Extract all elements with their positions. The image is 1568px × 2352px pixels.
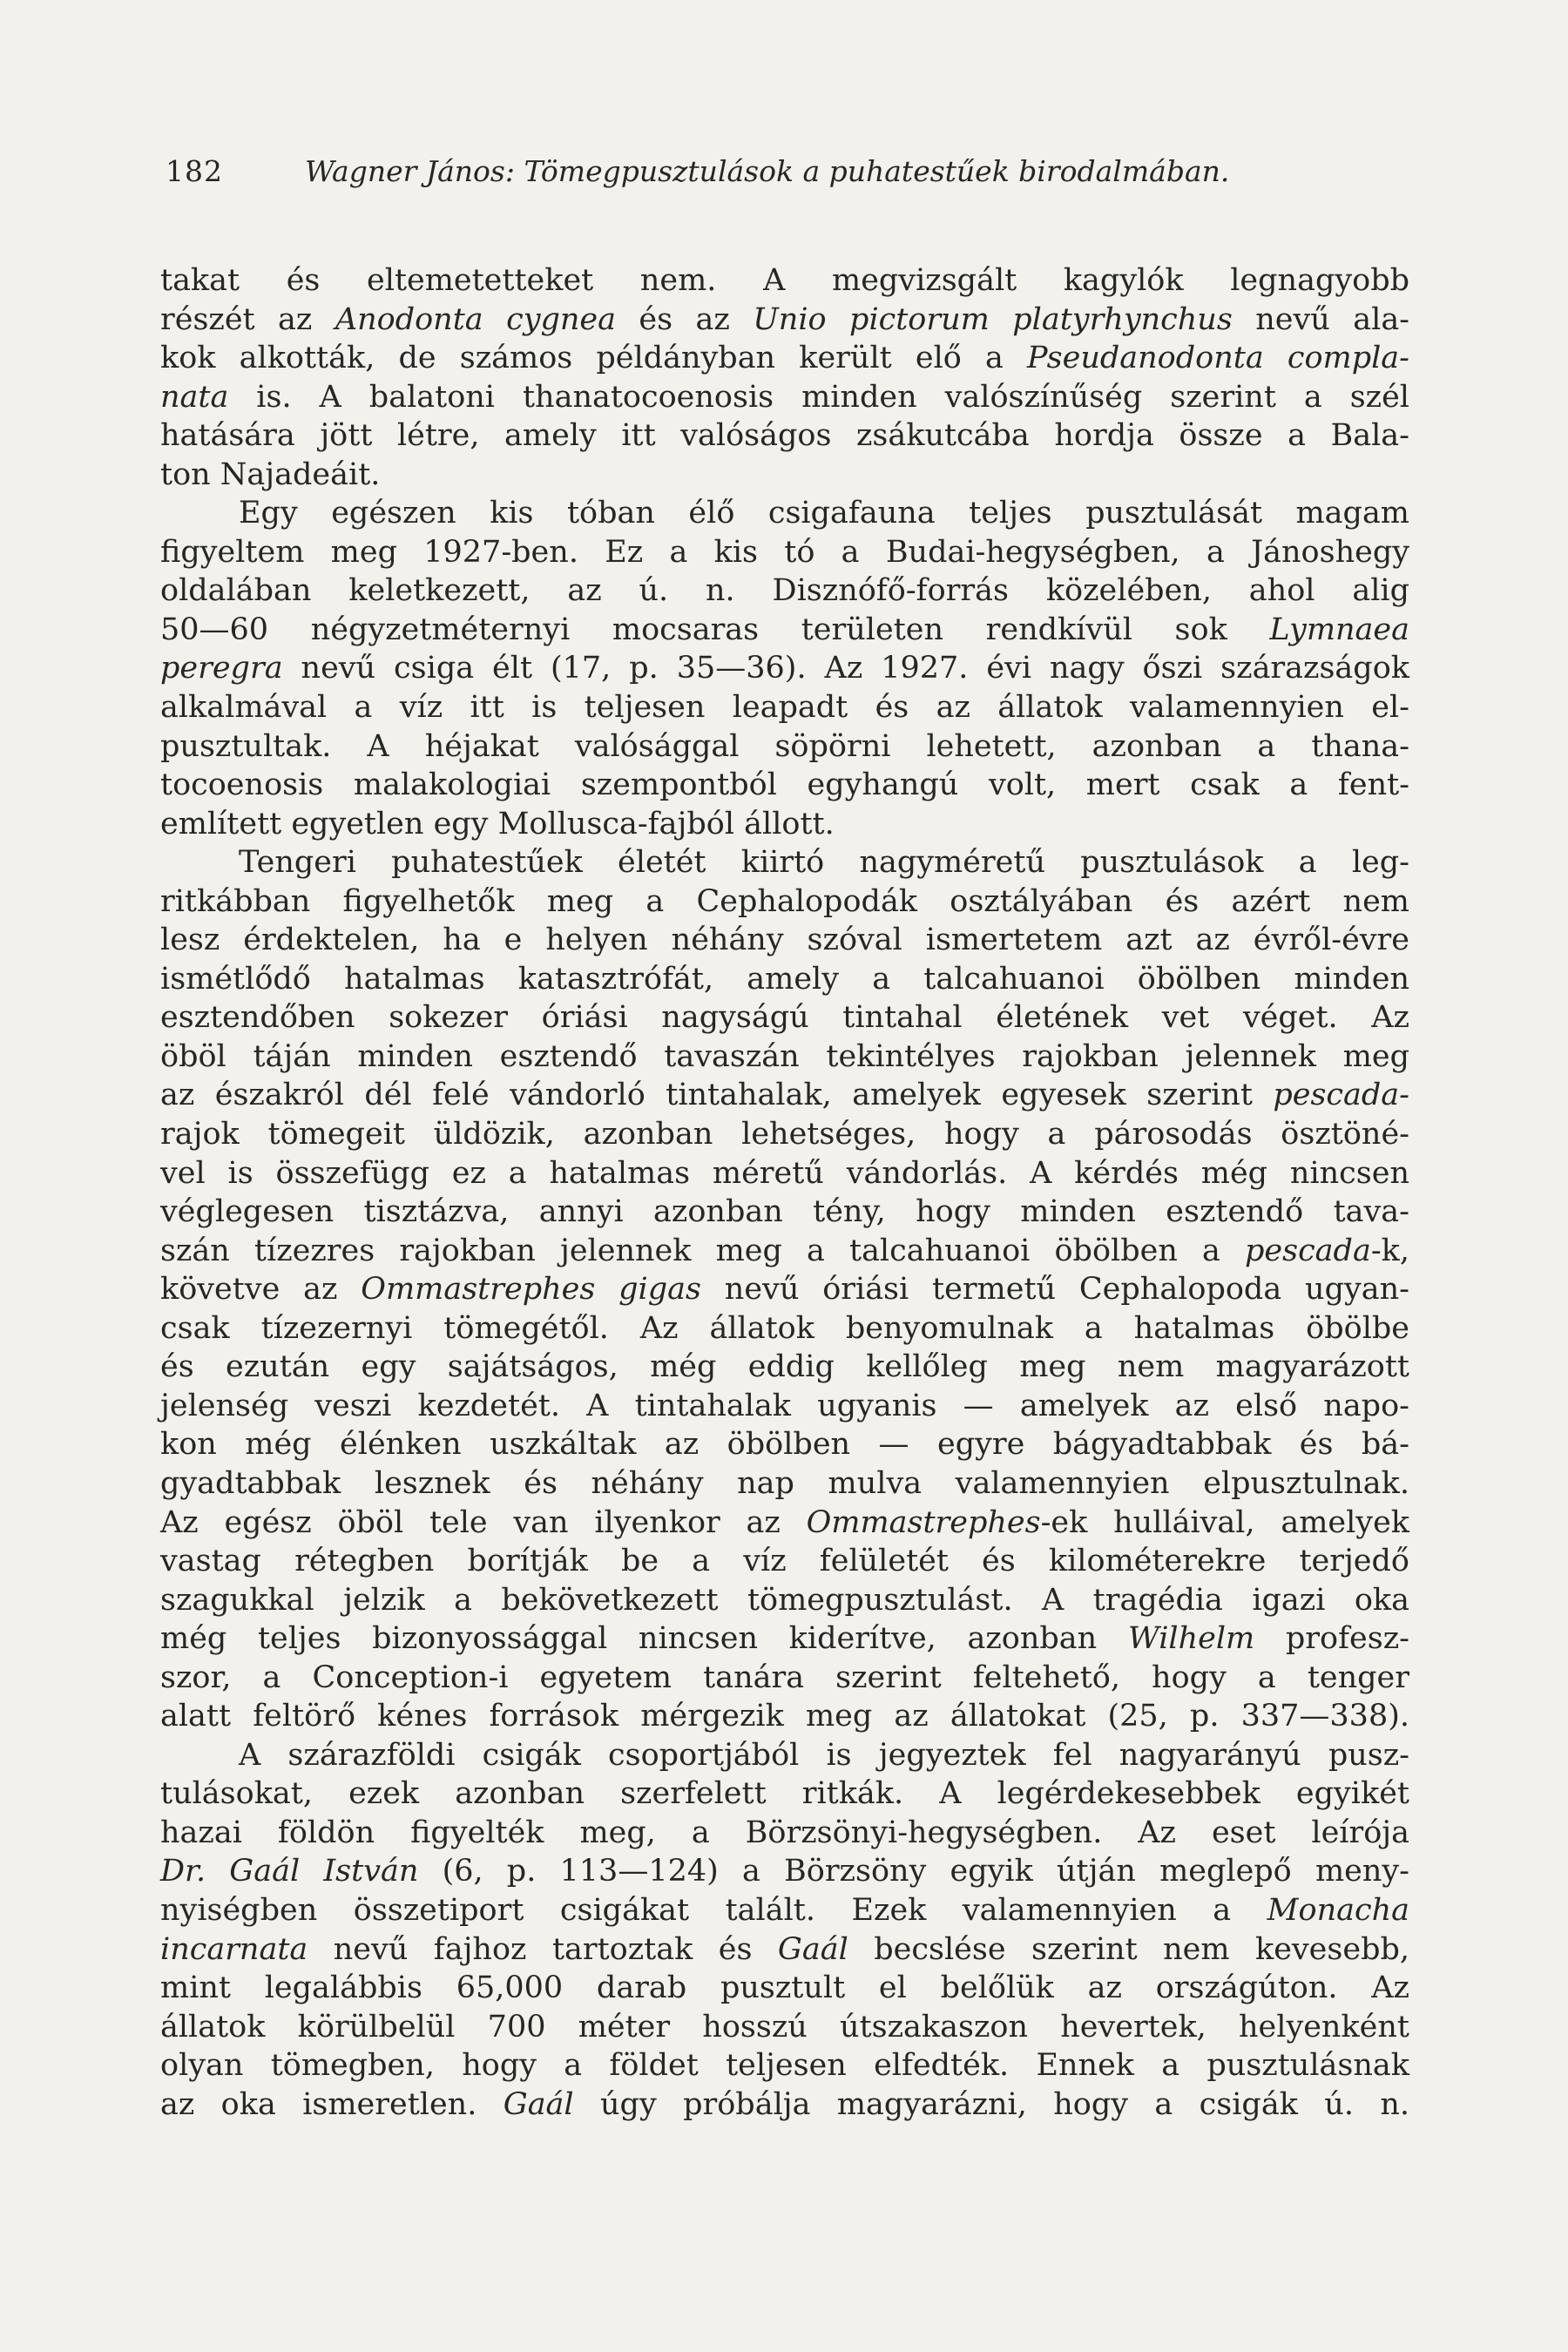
text-line [160,1076,1409,1115]
text-run: szagukkal jelzik a bekövetkezett tömegpusztulást. A tragédia igazi oka [160,1582,1409,1618]
text-run: -ek hulláival, amelyek [1040,1504,1409,1540]
text-line [160,1891,1409,1930]
text-run: véglegesen tisztázva, annyi azonban tény, hogy minden esztendő tava- [160,1194,1409,1230]
text-run: takat és eltemetetteket nem. A megvizsgált kagylók legnagyobb [160,263,1409,298]
text-run: 50—60 négyzetméternyi mocsaras területen rendkívül sok [160,612,1270,647]
text-line [160,1387,1409,1426]
text-run: úgy próbálja magyarázni, hogy a csigák ú. n. [573,2086,1409,2122]
italic-term: Gaál [503,2086,574,2122]
italic-term: incarnata [160,1931,308,1967]
text-line [160,1852,1409,1891]
text-line [160,2085,1409,2125]
body-text [160,261,1409,2124]
text-run: kon még élénken uszkáltak az öbölben — egyre bágyadtabbak és bá- [160,1427,1409,1463]
text-line [160,882,1409,922]
text-line [160,1037,1409,1077]
italic-term: Lymnaea [1269,612,1409,647]
running-head [166,150,1411,193]
text-run: állatok körülbelül 700 méter hosszú útszakaszon hevertek, helyenként [160,2009,1409,2044]
text-line [160,261,1409,301]
text-line [160,378,1409,417]
text-line [160,921,1409,960]
text-run: nevű óriási termetű Cephalopoda ugyan- [700,1272,1409,1308]
text-line [160,611,1409,650]
text-run: nevű csiga élt (17, p. 35—36). Az 1927. évi nagy őszi szárazságok [282,651,1409,686]
italic-term: peregra [160,651,283,686]
text-line [160,1193,1409,1232]
text-line [160,1115,1409,1154]
text-run: A szárazföldi csigák csoportjából is jegyeztek fel nagyarányú pusz- [239,1737,1409,1773]
italic-term: nata [160,379,229,415]
running-title: Wagner János: Tömegpusztulások a puhatestűek birodalmában. [305,154,1230,188]
text-line [160,1774,1409,1814]
text-line [160,494,1409,533]
text-line [160,688,1409,727]
text-line [160,1464,1409,1504]
text-line [160,1504,1409,1543]
text-line [160,571,1409,611]
text-line [160,533,1409,572]
text-run: lesz érdektelen, ha e helyen néhány szóval ismertetem azt az évről-évre [160,923,1409,958]
italic-term: pescada- [1273,1078,1409,1113]
text-run: figyeltem meg 1927-ben. Ez a kis tó a Budai-hegységben, a Jánoshegy [160,534,1409,570]
text-run: nevű fajhoz tartoztak és [308,1931,778,1967]
text-run: Az egész öböl tele van ilyenkor az [160,1504,807,1540]
text-line [160,1736,1409,1775]
text-run: vel is összefügg ez a hatalmas méretű vándorlás. A kérdés még nincsen [160,1155,1409,1191]
text-run: (6, p. 113—124) a Börzsöny egyik útján meglepő meny- [418,1854,1409,1889]
text-line [160,1581,1409,1620]
text-run: hatására jött létre, amely itt valóságos zsákutcába hordja össze a Bala- [160,418,1409,454]
text-run: -k, [1370,1233,1409,1268]
text-run: szor, a Conception-i egyetem tanára szerint feltehető, hogy a tenger [160,1659,1409,1695]
text-line [160,1659,1409,1698]
text-run: becslése szerint nem kevesebb, [848,1931,1410,1967]
text-run: jelenség veszi kezdetét. A tintahalak ugyanis — amelyek az első napo- [160,1388,1409,1423]
text-line [160,456,1409,495]
italic-term: pescada [1245,1233,1371,1268]
text-run: esztendőben sokezer óriási nagyságú tintahal életének vet véget. Az [160,1000,1409,1036]
text-line [160,805,1409,844]
text-line [160,2008,1409,2047]
text-line [160,1309,1409,1348]
text-run: részét az [160,301,335,337]
text-run: öböl táján minden esztendő tavaszán tekintélyes rajokban jelennek meg [160,1038,1409,1074]
text-line [160,1154,1409,1193]
text-line [160,1232,1409,1271]
text-run: rajok tömegeit üldözik, azonban lehetséges, hogy a párosodás ösztöné- [160,1117,1409,1152]
text-line [160,766,1409,805]
text-run: ton Najadeáit. [160,456,381,492]
text-line [160,339,1409,378]
text-run: nyiségben összetiport csigákat talált. Ezek valamennyien a [160,1892,1267,1928]
text-line [160,649,1409,688]
text-line [160,960,1409,999]
text-run: is. A balatoni thanatocoenosis minden valószínűség szerint a szél [228,379,1409,415]
italic-term: Gaál [777,1931,848,1967]
text-run: Egy egészen kis tóban élő csigafauna teljes pusztulását magam [239,496,1409,531]
text-run: vastag rétegben borítják be a víz felületét és kilométerekre terjedő [160,1544,1409,1579]
text-run: csak tízezernyi tömegétől. Az állatok benyomulnak a hatalmas öbölbe [160,1310,1409,1346]
italic-term: Anodonta cygnea [335,301,616,337]
italic-term: Monacha [1267,1892,1409,1928]
text-run: ismétlődő hatalmas katasztrófát, amely a talcahuanoi öbölben minden [160,961,1409,997]
text-line [160,416,1409,456]
text-line [160,1348,1409,1387]
text-line [160,1969,1409,2008]
italic-term: Dr. Gaál István [160,1854,419,1889]
text-run: említett egyetlen egy Mollusca-fajból állott. [160,806,835,841]
text-run: hazai földön figyelték meg, a Börzsönyi-hegységben. Az eset leírója [160,1815,1409,1850]
text-line [160,1697,1409,1736]
page-number: 182 [166,154,223,188]
text-run: gyadtabbak lesznek és néhány nap mulva valamennyien elpusztulnak. [160,1465,1409,1501]
italic-term: Ommastrephes [806,1504,1041,1540]
text-run: nevű ala- [1232,301,1410,337]
text-line [160,1619,1409,1659]
text-line [160,301,1409,340]
text-line [160,1542,1409,1581]
text-run: alatt feltörő kénes források mérgezik meg az állatokat (25, p. 337—338). [160,1699,1409,1734]
text-run: alkalmával a víz itt is teljesen leapadt és az állatok valamennyien el- [160,690,1409,726]
text-run: olyan tömegben, hogy a földet teljesen elfedték. Ennek a pusztulásnak [160,2048,1409,2084]
text-run: profesz- [1254,1621,1409,1657]
italic-term: Unio pictorum platyrhynchus [753,301,1233,337]
text-run: az oka ismeretlen. [160,2086,504,2122]
italic-term: Wilhelm [1127,1621,1255,1657]
text-run: ritkábban figyelhetők meg a Cephalopodák osztályában és azért nem [160,883,1409,919]
text-line [160,998,1409,1037]
text-run: pusztultak. A héjakat valósággal söpörni lehetett, azonban a thana- [160,728,1409,764]
text-run: szán tízezres rajokban jelennek meg a talcahuanoi öbölben a [160,1233,1245,1268]
text-line [160,1425,1409,1464]
text-run: tocoenosis malakologiai szempontból egyhangú volt, mert csak a fent- [160,767,1409,803]
italic-term: Ommastrephes gigas [361,1272,701,1308]
text-line [160,2046,1409,2085]
text-line [160,843,1409,882]
text-line [160,1930,1409,1970]
text-run: oldalában keletkezett, az ú. n. Disznófő-forrás közelében, ahol alig [160,573,1409,609]
text-run: Tengeri puhatestűek életét kiirtó nagyméretű pusztulások a leg- [239,845,1409,881]
text-run: kok alkották, de számos példányban került elő a [160,341,1028,376]
text-run: mint legalábbis 65,000 darab pusztult el belőlük az országúton. Az [160,1970,1409,2006]
text-run: követve az [160,1272,362,1308]
text-line [160,727,1409,767]
text-line [160,1814,1409,1853]
text-run: tulásokat, ezek azonban szerfelett ritkák. A legérdekesebbek egyikét [160,1776,1409,1812]
text-run: még teljes bizonyossággal nincsen kiderítve, azonban [160,1621,1128,1657]
text-run: és ezután egy sajátságos, még eddig kellőleg meg nem magyarázott [160,1349,1409,1385]
italic-term: Pseudanodonta compla- [1027,341,1410,376]
text-run: az északról dél felé vándorló tintahalak, amelyek egyesek szerint [160,1078,1274,1113]
text-line [160,1270,1409,1309]
text-run: és az [616,301,754,337]
